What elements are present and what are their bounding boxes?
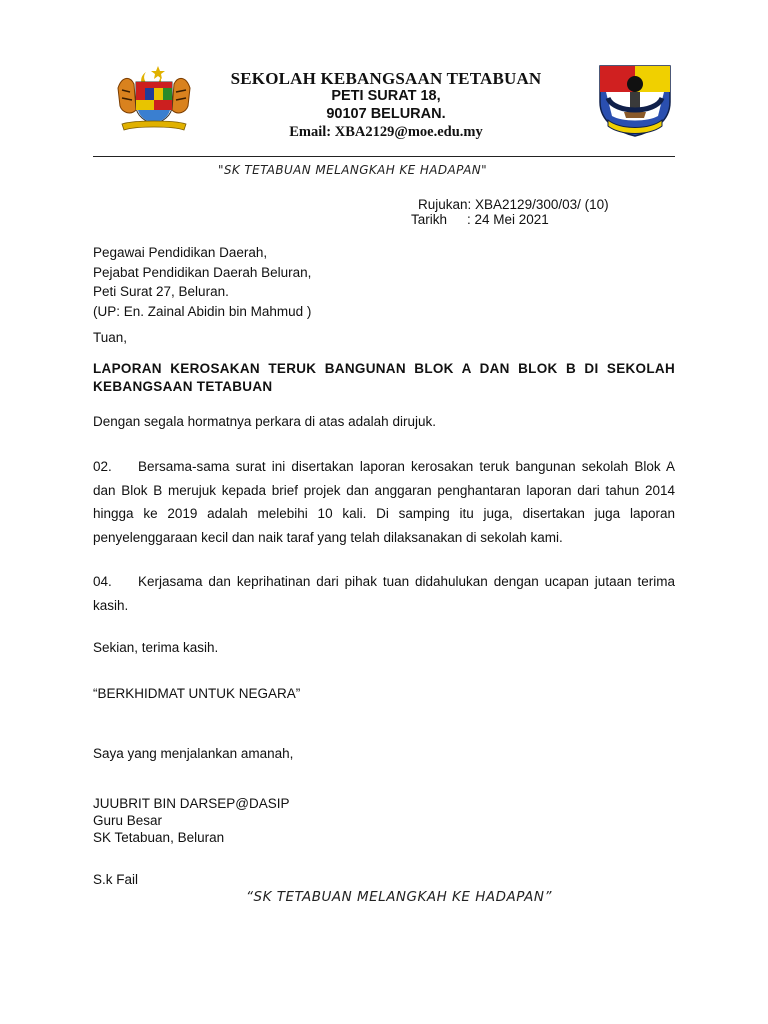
paragraph-text: Bersama-sama surat ini disertakan laporan kerosakan teruk bangunan sekolah Blok A dan Blok B merujuk kepada brief projek dan anggaran penghantaran laporan dari tahun 2014 hingga ke 2019 adalah melebihi 10 kali. Di samping itu juga, disertakan juga laporan penyelenggaraan kecil dan naik taraf yang telah dilaksanakan di sekolah kami.	[93, 459, 675, 545]
date-value: : 24 Mei 2021	[467, 212, 549, 227]
signer-school: SK Tetabuan, Beluran	[93, 830, 225, 845]
school-address-line1: PETI SURAT 18,	[331, 88, 441, 104]
letter-date	[411, 212, 549, 227]
closing-line: Sekian, terima kasih.	[93, 640, 219, 655]
opening-paragraph: Dengan segala hormatnya perkara di atas adalah dirujuk.	[93, 414, 436, 429]
paragraph-number: 04.	[93, 574, 112, 589]
carbon-copy: S.k Fail	[93, 872, 139, 887]
header-divider	[93, 156, 675, 157]
recipient-line: (UP: En. Zainal Abidin bin Mahmud )	[93, 303, 312, 319]
letter-subject: LAPORAN KEROSAKAN TERUK BANGUNAN BLOK A DAN BLOK B DI SEKOLAH KEBANGSAAN TETABUAN	[93, 361, 675, 394]
recipient-line: Peti Surat 27, Beluran.	[93, 284, 229, 299]
school-address-line2: 90107 BELURAN.	[326, 106, 446, 122]
salutation: Tuan,	[93, 330, 128, 345]
paragraph-number: 02.	[93, 459, 112, 474]
date-label: Tarikh	[411, 212, 448, 227]
sign-off: Saya yang menjalankan amanah,	[93, 746, 294, 761]
paragraph-text: Kerjasama dan keprihatinan dari pihak tuan didahulukan dengan ucapan jutaan terima kasih.	[93, 574, 675, 613]
school-badge-icon	[594, 62, 676, 138]
recipient-address	[93, 243, 653, 321]
footer-motto: “SK TETABUAN MELANGKAH KE HADAPAN”	[246, 889, 553, 905]
malaysia-coat-of-arms-icon	[114, 62, 194, 134]
header-motto: "SK TETABUAN MELANGKAH KE HADAPAN"	[218, 163, 488, 177]
signature-block	[93, 795, 290, 846]
reference-number: Rujukan: XBA2129/300/03/ (10)	[418, 197, 609, 212]
school-email: Email: XBA2129@moe.edu.my	[289, 124, 483, 140]
signer-title: Guru Besar	[93, 813, 163, 828]
recipient-line: Pejabat Pendidikan Daerah Beluran,	[93, 264, 312, 280]
paragraph-02	[93, 455, 675, 549]
signer-name: JUUBRIT BIN DARSEP@DASIP	[93, 796, 290, 811]
slogan: “BERKHIDMAT UNTUK NEGARA”	[93, 686, 301, 701]
paragraph-04	[93, 570, 675, 617]
recipient-line: Pegawai Pendidikan Daerah,	[93, 245, 268, 260]
school-name: SEKOLAH KEBANGSAAN TETABUAN	[230, 69, 542, 88]
